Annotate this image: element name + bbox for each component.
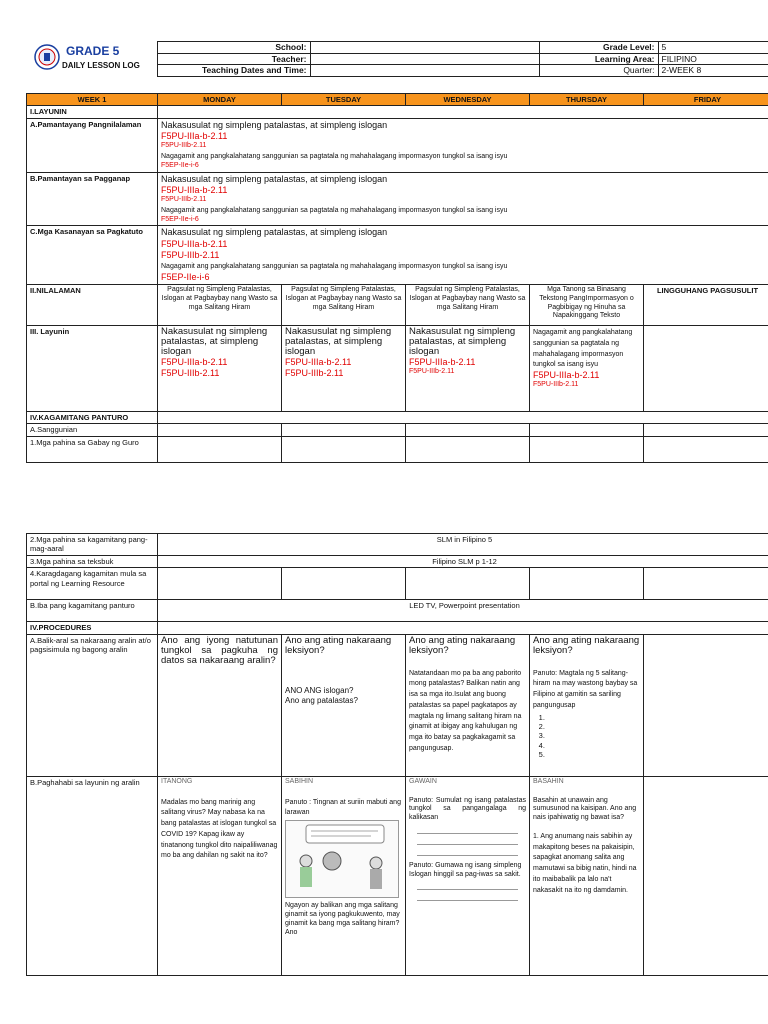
balik-aral-tue: Ano ang ating nakaraang leksiyon? ANO ANG islogan? Ano ang patalastas? [282, 634, 406, 776]
slm-value: SLM in Filipino 5 [158, 534, 768, 556]
balik-aral-label: A.Balik-aral sa nakaraang aralin at/o pagsisimula ng bagong aralin [27, 634, 158, 776]
nilalaman-wed: Pagsulat ng Simpleng Patalastas, Islogan at Pagbaybay nang Wasto sa mga Salitang Hiram [406, 285, 530, 326]
col-thursday: THURSDAY [530, 94, 644, 106]
header-table [26, 41, 768, 77]
layunin3-thu: Nagagamit ang pangkalahatang sanggunian sa pagtatala ng mahahalagang impormasyon tungkol sa isang isyu F5PU-IIIa-b-2.11 F5PU-IIIb-2.11 [530, 326, 644, 412]
col-wednesday: WEDNESDAY [406, 94, 530, 106]
col-week: WEEK 1 [27, 94, 158, 106]
log-title: DAILY LESSON LOG [62, 61, 140, 70]
dates-field[interactable] [310, 65, 539, 77]
kagamitan-label: IV.KAGAMITANG PANTURO [27, 412, 158, 424]
col-tuesday: TUESDAY [282, 94, 406, 106]
kagamitan-pang-mag-aaral-label: 2.Mga pahina sa kagamitang pang-mag-aaral [27, 534, 158, 556]
balik-aral-thu: Ano ang ating nakaraang leksiyon? Panuto: Magtala ng 5 salitang-hiram na may wastong baybay sa Filipino at gamitin sa sariling pangungusap 1. 2. 3. 4. 5. [530, 634, 644, 776]
row-label-c: C.Mga Kasanayan sa Pagkatuto [27, 226, 158, 285]
paghahabi-mon: ITANONG Madalas mo bang marinig ang salitang virus? May nabasa ka na bang patalastas at islogan tungkol sa COVID 19? Kapag ikaw ay tinatanong tungkol dito naipaliliwanag mo ba ang dahilan ng sakit na ito? [158, 776, 282, 975]
grade-level-label: Grade Level: [539, 42, 658, 54]
nilalaman-thu: Mga Tanong sa Binasang Tekstong PangImpormasyon o Pagbibigay ng Hinuha sa Napakinggang Teksto [530, 285, 644, 326]
balik-aral-mon: Ano ang iyong natutunan tungkol sa pagkuha ng datos sa nakaraang aralin? [158, 634, 282, 776]
nilalaman-fri: LINGGUHANG PAGSUSULIT [644, 285, 768, 326]
dates-label: Teaching Dates and Time: [157, 65, 310, 77]
procedures-label: IV.PROCEDURES [27, 622, 158, 634]
children-illustration [285, 820, 399, 898]
karagdagan-label: 4.Karagdagang kagamitan mula sa portal ng Learning Resource [27, 568, 158, 600]
layunin3-label: III. Layunin [27, 326, 158, 412]
paghahabi-thu: BASAHIN Basahin at unawain ang sumusunod na kaisipan. Ano ang nais ipahiwatig ng bawat isa? 1. Ang anumang nais sabihin ay makapitong beses na pakaisipin, sapagkat anomang salita ang mamutawi sa bibig natin, hindi na ito maibabalik pa lalo na't nakasakit na ito ng damdamin. [530, 776, 644, 975]
layunin3-tue: Nakasusulat ng simpleng patalastas, at simpleng islogan F5PU-IIIa-b-2.11 F5PU-IIIb-2.11 [282, 326, 406, 412]
school-label: School: [157, 42, 310, 54]
objective-b: Nakasusulat ng simpleng patalastas, at simpleng islogan F5PU-IIIa-b-2.11 F5PU-IIIb-2.11 Nagagamit ang pangkalahatang sanggunian sa pagtatala ng mahahalagang impormasyon tungkol sa isang isyu F5EP-IIe-i-6 [158, 172, 768, 226]
row-label-a: A.Pamantayang Pangnilalaman [27, 118, 158, 172]
learning-area-value: FILIPINO [658, 53, 768, 65]
paghahabi-wed: GAWAIN Panuto: Sumulat ng isang patalastas tungkol sa pangangalaga ng kalikasan Panuto: Gumawa ng isang simpleng Islogan hinggil sa pag-iwas sa sakit. [406, 776, 530, 975]
paghahabi-label: B.Paghahabi sa layunin ng aralin [27, 776, 158, 975]
teksbuk-value: Filipino SLM p 1-12 [158, 556, 768, 568]
layunin3-mon: Nakasusulat ng simpleng patalastas, at simpleng islogan F5PU-IIIa-b-2.11 F5PU-IIIb-2.11 [158, 326, 282, 412]
nilalaman-tue: Pagsulat ng Simpleng Patalastas, Islogan at Pagbaybay nang Wasto sa mga Salitang Hiram [282, 285, 406, 326]
teacher-field[interactable] [310, 53, 539, 65]
nilalaman-label: II.NILALAMAN [27, 285, 158, 326]
objective-a: Nakasusulat ng simpleng patalastas, at simpleng islogan F5PU-IIIa-b-2.11 F5PU-IIIb-2.11 Nagagamit ang pangkalahatang sanggunian sa pagtatala ng mahahalagang impormasyon tungkol sa isang isyu F5EP-IIe-i-6 [158, 118, 768, 172]
col-friday: FRIDAY [644, 94, 768, 106]
iba-pang-value: LED TV, Powerpoint presentation [158, 600, 768, 622]
layunin3-fri [644, 326, 768, 412]
objective-c: Nakasusulat ng simpleng patalastas, at simpleng islogan F5PU-IIIa-b-2.11 F5PU-IIIb-2.11 Nagagamit ang pangkalahatang sanggunian sa pagtatala ng mahahalagang impormasyon tungkol sa isang isyu F5EP-IIe-i-6 [158, 226, 768, 285]
teksbuk-label: 3.Mga pahina sa teksbuk [27, 556, 158, 568]
grade-title: GRADE 5 [66, 44, 120, 58]
sanggunian-label: A.Sanggunian [27, 424, 158, 436]
nilalaman-mon: Pagsulat ng Simpleng Patalastas, Islogan at Pagbaybay nang Wasto sa mga Salitang Hiram [158, 285, 282, 326]
col-monday: MONDAY [158, 94, 282, 106]
grade-level-value: 5 [658, 42, 768, 54]
layunin3-wed: Nakasusulat ng simpleng patalastas, at simpleng islogan F5PU-IIIa-b-2.11 F5PU-IIIb-2.11 [406, 326, 530, 412]
lesson-table-page2 [26, 533, 768, 976]
gabay-label: 1.Mga pahina sa Gabay ng Guro [27, 436, 158, 462]
teacher-label: Teacher: [157, 53, 310, 65]
row-label-b: B.Pamantayan sa Pagganap [27, 172, 158, 226]
paghahabi-tue: SABIHIN Panuto : Tingnan at suriin mabuti ang larawan Ngayon ay balikan ang mga salitang ginamit sa iyong pagkukuwento, may ginamit ka bang mga salitang hiram? Ano [282, 776, 406, 975]
layunin-heading: I.LAYUNIN [27, 106, 158, 118]
lesson-table-page1 [26, 93, 768, 463]
school-field[interactable] [310, 42, 539, 54]
learning-area-label: Learning Area: [539, 53, 658, 65]
balik-aral-wed: Ano ang ating nakaraang leksiyon? Natatandaan mo pa ba ang paborito mong patalastas? Balikan natin ang isa sa mga ito.Isulat ang buong patalastas sa papel pagkatapos ay magtala ng limang salitang hiram na ginamit at ibigay ang kahulugan ng mga ito batay sa pagkakagamit sa pangungusap. [406, 634, 530, 776]
quarter-value: 2-WEEK 8 [658, 65, 768, 77]
quarter-label: Quarter: [539, 65, 658, 77]
iba-pang-label: B.Iba pang kagamitang panturo [27, 600, 158, 622]
blank-numbered-list [533, 713, 640, 760]
